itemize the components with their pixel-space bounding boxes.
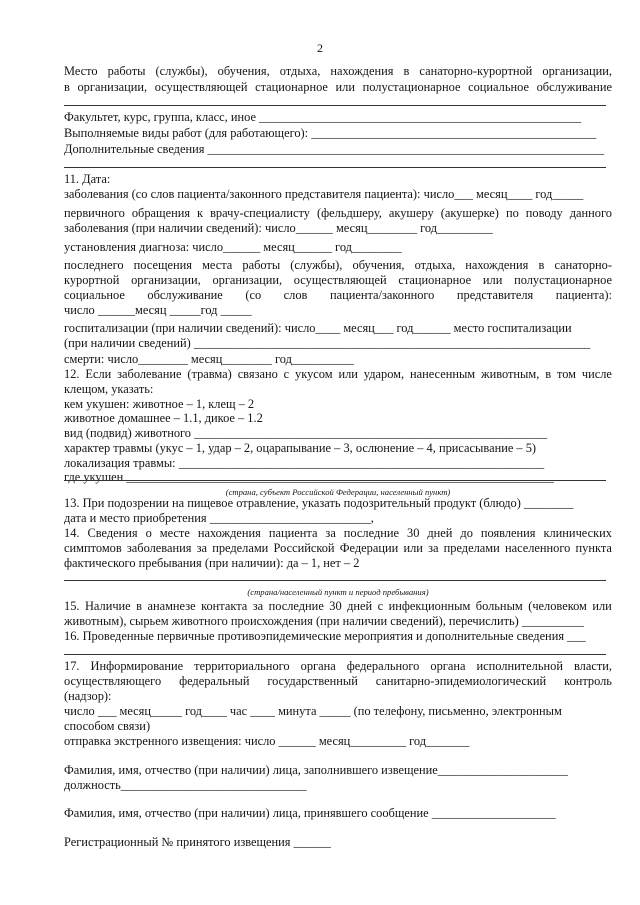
page-number: 2: [317, 41, 323, 55]
form-line: (при наличии сведений) ________________________________________________________________: [64, 336, 591, 350]
form-line: должность______________________________: [64, 778, 307, 792]
form-line: курортной организации, организации, осуществляющей стационарное или полустационарное: [64, 273, 612, 287]
form-line: Фамилия, имя, отчество (при наличии) лица, принявшего сообщение ____________________: [64, 806, 556, 820]
form-line: животное домашнее – 1.1, дикое – 1.2: [64, 411, 263, 425]
form-line: госпитализации (при наличии сведений): число____ месяц___ год______ место госпитализации: [64, 321, 572, 335]
form-line: 12. Если заболевание (травма) связано с укусом или ударом, нанесенным животным, в том числе: [64, 367, 612, 381]
form-line: первичного обращения к врачу-специалисту (фельдшеру, акушеру (акушерке) по поводу данного: [64, 206, 612, 220]
field-caption: (страна, субъект Российской Федерации, населенный пункт): [225, 487, 451, 497]
form-line: заболевания (со слов пациента/законного представителя пациента): число___ месяц____ год_____: [64, 187, 584, 201]
blank-rule: [64, 480, 606, 481]
form-line: в организации, осуществляющей стационарное или полустационарное социальное обслуживание: [64, 80, 612, 94]
form-line: локализация травмы: ___________________________________________________________: [64, 456, 545, 470]
form-line: фактического пребывания (при наличии): да – 1, нет – 2: [64, 556, 360, 570]
form-line: животным), сырьем животного происхождения (при наличии сведений), перечислить) __________: [64, 614, 584, 628]
form-line: вид (подвид) животного _________________________________________________________: [64, 426, 548, 440]
form-line: 11. Дата:: [64, 172, 111, 186]
form-line: способом связи): [64, 719, 151, 733]
form-line: симптомов заболевания за пределами Российской Федерации или за пределами населенного пункта: [64, 541, 612, 555]
form-line: 13. При подозрении на пищевое отравление, указать подозрительный продукт (блюдо) ________: [64, 496, 574, 510]
blank-rule: [64, 105, 606, 106]
form-line: характер травмы (укус – 1, удар – 2, оцарапывание – 3, ослюнение – 4, присасывание – 5): [64, 441, 537, 455]
form-line: где укушен _____________________________________________________________________: [64, 470, 554, 484]
form-line: отправка экстренного извещения: число ______ месяц_________ год_______: [64, 734, 470, 748]
form-line: Выполняемые виды работ (для работающего): ______________________________________________: [64, 126, 597, 140]
form-line: Место работы (службы), обучения, отдыха, нахождения в санаторно-курортной организации,: [64, 64, 612, 78]
field-caption: (страна/населенный пункт и период пребывания): [247, 587, 429, 597]
form-line: клещом, указать:: [64, 382, 154, 396]
blank-rule: [64, 654, 606, 655]
blank-rule: [64, 580, 606, 581]
form-line: установления диагноза: число______ месяц______ год________: [64, 240, 402, 254]
form-line: Фамилия, имя, отчество (при наличии) лица, заполнившего извещение_____________________: [64, 763, 568, 777]
form-line: смерти: число________ месяц________ год__________: [64, 352, 354, 366]
form-line: число ______месяц _____год _____: [64, 303, 252, 317]
form-line: 14. Сведения о месте нахождения пациента за последние 30 дней до появления клинических: [64, 526, 612, 540]
form-line: число ___ месяц_____ год____ час ____ минута _____ (по телефону, письменно, электронным: [64, 704, 562, 718]
form-line: осуществляющего федеральный государственный санитарно-эпидемиологический контроль: [64, 674, 612, 688]
form-line: Регистрационный № принятого извещения ______: [64, 835, 331, 849]
form-line: 17. Информирование территориального органа федерального органа исполнительной власти,: [64, 659, 612, 673]
form-line: дата и место приобретения __________________________,: [64, 511, 374, 525]
form-line: 15. Наличие в анамнезе контакта за последние 30 дней с инфекционным больным (человеком или: [64, 599, 612, 613]
blank-rule: [64, 167, 606, 168]
form-line: кем укушен: животное – 1, клещ – 2: [64, 397, 255, 411]
form-line: последнего посещения места работы (службы), обучения, отдыха, нахождения в санаторно-: [64, 258, 612, 272]
form-line: (надзор):: [64, 689, 112, 703]
form-line: заболевания (при наличии сведений): число______ месяц________ год_________: [64, 221, 493, 235]
form-line: 16. Проведенные первичные противоэпидемические мероприятия и дополнительные сведения ___: [64, 629, 586, 643]
form-line: социальное обслуживание (со слов пациента/законного представителя пациента):: [64, 288, 612, 302]
form-line: Факультет, курс, группа, класс, иное ____________________________________________________: [64, 110, 582, 124]
form-line: Дополнительные сведения ________________________________________________________________: [64, 142, 605, 156]
